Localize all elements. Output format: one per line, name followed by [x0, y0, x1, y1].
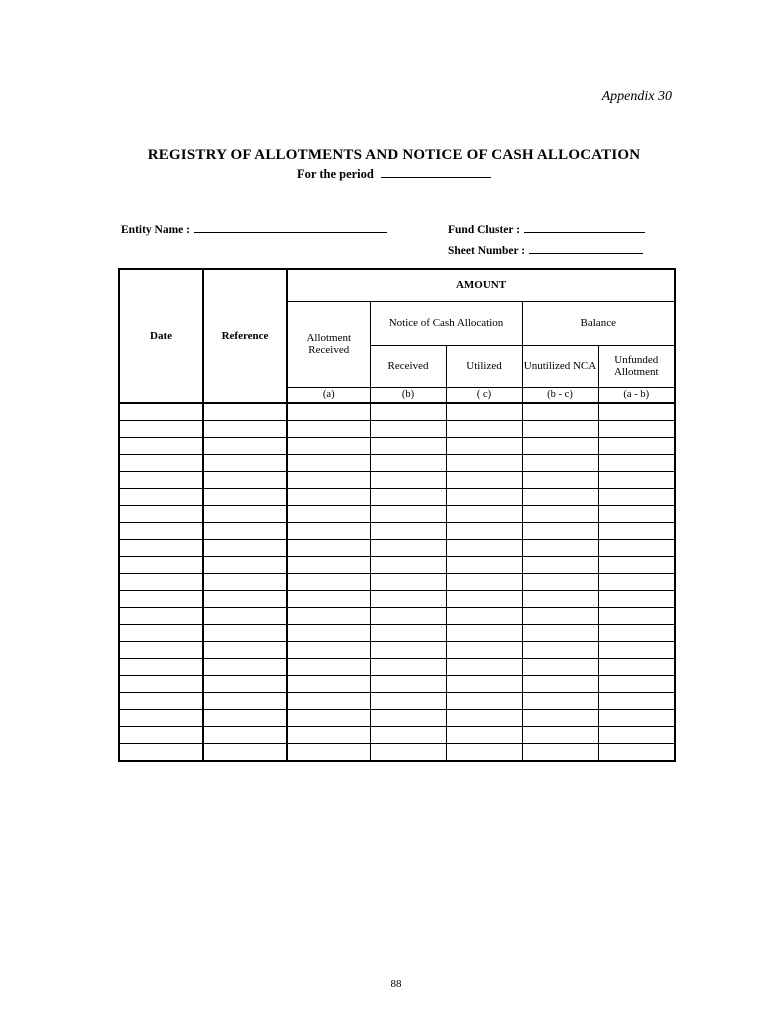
reference-cell[interactable] — [203, 523, 287, 540]
sheet-number-blank-line[interactable] — [529, 243, 643, 254]
unutilized-nca-cell[interactable] — [522, 608, 598, 625]
date-cell[interactable] — [119, 489, 203, 506]
reference-cell[interactable] — [203, 540, 287, 557]
received-cell[interactable] — [370, 744, 446, 762]
utilized-cell[interactable] — [446, 574, 522, 591]
unfunded-allotment-cell[interactable] — [598, 489, 675, 506]
reference-cell[interactable] — [203, 710, 287, 727]
unfunded-allotment-cell[interactable] — [598, 455, 675, 472]
table-row — [119, 438, 675, 455]
table-row — [119, 540, 675, 557]
received-cell[interactable] — [370, 421, 446, 438]
table-row — [119, 608, 675, 625]
unutilized-nca-cell[interactable] — [522, 727, 598, 744]
allotment-received-cell[interactable] — [287, 472, 370, 489]
received-cell[interactable] — [370, 472, 446, 489]
unfunded-allotment-cell[interactable] — [598, 676, 675, 693]
utilized-cell[interactable] — [446, 608, 522, 625]
table-row — [119, 676, 675, 693]
date-cell[interactable] — [119, 540, 203, 557]
unutilized-nca-cell[interactable] — [522, 403, 598, 421]
unfunded-allotment-cell[interactable] — [598, 608, 675, 625]
received-cell[interactable] — [370, 540, 446, 557]
allotment-received-cell[interactable] — [287, 625, 370, 642]
allotment-received-cell[interactable] — [287, 523, 370, 540]
date-cell[interactable] — [119, 676, 203, 693]
allotment-received-cell[interactable] — [287, 744, 370, 762]
table-row — [119, 744, 675, 762]
reference-header: Reference — [203, 269, 287, 403]
date-cell[interactable] — [119, 472, 203, 489]
received-cell[interactable] — [370, 455, 446, 472]
table-row — [119, 710, 675, 727]
unutilized-nca-cell[interactable] — [522, 540, 598, 557]
page-number: 88 — [390, 978, 402, 990]
unfunded-allotment-cell[interactable] — [598, 472, 675, 489]
unutilized-nca-cell[interactable] — [522, 659, 598, 676]
received-cell[interactable] — [370, 489, 446, 506]
column-code-b-minus-c: (b - c) — [522, 387, 598, 403]
unutilized-nca-cell[interactable] — [522, 591, 598, 608]
utilized-cell[interactable] — [446, 591, 522, 608]
entity-name-label: Entity Name : — [121, 224, 190, 236]
fund-cluster-field — [448, 222, 645, 236]
allotment-received-cell[interactable] — [287, 438, 370, 455]
date-header: Date — [119, 269, 203, 403]
unutilized-nca-cell[interactable] — [522, 693, 598, 710]
allotment-received-cell[interactable] — [287, 659, 370, 676]
date-cell[interactable] — [119, 438, 203, 455]
received-cell[interactable] — [370, 676, 446, 693]
utilized-cell[interactable] — [446, 489, 522, 506]
allotment-received-cell[interactable] — [287, 403, 370, 421]
utilized-cell[interactable] — [446, 693, 522, 710]
unutilized-nca-cell[interactable] — [522, 472, 598, 489]
unfunded-allotment-cell[interactable] — [598, 659, 675, 676]
allotment-received-cell[interactable] — [287, 574, 370, 591]
reference-cell[interactable] — [203, 676, 287, 693]
date-cell[interactable] — [119, 608, 203, 625]
utilized-cell[interactable] — [446, 642, 522, 659]
table-row — [119, 591, 675, 608]
unutilized-nca-cell[interactable] — [522, 676, 598, 693]
table-row — [119, 574, 675, 591]
registry-table — [118, 268, 676, 762]
date-cell[interactable] — [119, 574, 203, 591]
received-cell[interactable] — [370, 693, 446, 710]
reference-cell[interactable] — [203, 421, 287, 438]
notice-of-cash-allocation-header: Notice of Cash Allocation — [370, 301, 522, 345]
date-cell[interactable] — [119, 625, 203, 642]
entity-name-blank-line[interactable] — [194, 222, 387, 233]
utilized-cell[interactable] — [446, 523, 522, 540]
reference-cell[interactable] — [203, 591, 287, 608]
table-row — [119, 523, 675, 540]
reference-cell[interactable] — [203, 489, 287, 506]
unfunded-allotment-cell[interactable] — [598, 421, 675, 438]
unfunded-allotment-cell[interactable] — [598, 574, 675, 591]
reference-cell[interactable] — [203, 744, 287, 762]
column-code-b: (b) — [370, 387, 446, 403]
unutilized-nca-cell[interactable] — [522, 489, 598, 506]
allotment-received-cell[interactable] — [287, 710, 370, 727]
table-row — [119, 727, 675, 744]
period-blank-line[interactable] — [381, 167, 491, 178]
allotment-received-cell[interactable] — [287, 557, 370, 574]
date-cell[interactable] — [119, 710, 203, 727]
table-row — [119, 421, 675, 438]
registry-table-body — [119, 403, 675, 761]
entity-name-field — [121, 222, 387, 236]
table-row — [119, 642, 675, 659]
received-cell[interactable] — [370, 608, 446, 625]
unfunded-allotment-cell[interactable] — [598, 727, 675, 744]
allotment-received-cell[interactable] — [287, 540, 370, 557]
received-cell[interactable] — [370, 727, 446, 744]
reference-cell[interactable] — [203, 574, 287, 591]
utilized-cell[interactable] — [446, 403, 522, 421]
date-cell[interactable] — [119, 421, 203, 438]
unfunded-allotment-cell[interactable] — [598, 506, 675, 523]
utilized-cell[interactable] — [446, 625, 522, 642]
appendix-label: Appendix 30 — [601, 89, 672, 104]
utilized-cell[interactable] — [446, 506, 522, 523]
reference-cell[interactable] — [203, 625, 287, 642]
date-cell[interactable] — [119, 506, 203, 523]
period-label: For the period — [297, 167, 374, 181]
utilized-cell[interactable] — [446, 727, 522, 744]
column-code-a-minus-b: (a - b) — [598, 387, 675, 403]
table-row — [119, 455, 675, 472]
table-row — [119, 403, 675, 421]
utilized-cell[interactable] — [446, 540, 522, 557]
reference-cell[interactable] — [203, 642, 287, 659]
allotment-received-cell[interactable] — [287, 676, 370, 693]
allotment-received-cell[interactable] — [287, 642, 370, 659]
unfunded-allotment-cell[interactable] — [598, 523, 675, 540]
received-cell[interactable] — [370, 659, 446, 676]
utilized-cell[interactable] — [446, 557, 522, 574]
received-cell[interactable] — [370, 710, 446, 727]
reference-cell[interactable] — [203, 557, 287, 574]
table-row — [119, 506, 675, 523]
allotment-received-header: Allotment Received — [287, 301, 370, 387]
utilized-cell[interactable] — [446, 659, 522, 676]
received-cell[interactable] — [370, 403, 446, 421]
date-cell[interactable] — [119, 744, 203, 762]
received-cell[interactable] — [370, 574, 446, 591]
table-row — [119, 693, 675, 710]
unutilized-nca-cell[interactable] — [522, 744, 598, 762]
received-cell[interactable] — [370, 642, 446, 659]
unutilized-nca-cell[interactable] — [522, 625, 598, 642]
unutilized-nca-cell[interactable] — [522, 574, 598, 591]
utilized-cell[interactable] — [446, 421, 522, 438]
reference-cell[interactable] — [203, 727, 287, 744]
balance-header: Balance — [522, 301, 675, 345]
fund-cluster-label: Fund Cluster : — [448, 224, 520, 236]
utilized-cell[interactable] — [446, 455, 522, 472]
reference-cell[interactable] — [203, 403, 287, 421]
date-cell[interactable] — [119, 727, 203, 744]
unutilized-nca-cell[interactable] — [522, 455, 598, 472]
amount-header: AMOUNT — [287, 269, 675, 301]
column-code-a: (a) — [287, 387, 370, 403]
utilized-header: Utilized — [446, 345, 522, 387]
unfunded-allotment-cell[interactable] — [598, 557, 675, 574]
received-cell[interactable] — [370, 438, 446, 455]
unutilized-nca-cell[interactable] — [522, 523, 598, 540]
date-cell[interactable] — [119, 642, 203, 659]
date-cell[interactable] — [119, 659, 203, 676]
unfunded-allotment-header: Unfunded Allotment — [598, 345, 675, 387]
received-cell[interactable] — [370, 625, 446, 642]
reference-cell[interactable] — [203, 472, 287, 489]
column-code-c: ( c) — [446, 387, 522, 403]
reference-cell[interactable] — [203, 438, 287, 455]
received-cell[interactable] — [370, 523, 446, 540]
reference-cell[interactable] — [203, 455, 287, 472]
date-cell[interactable] — [119, 523, 203, 540]
allotment-received-cell[interactable] — [287, 727, 370, 744]
utilized-cell[interactable] — [446, 676, 522, 693]
utilized-cell[interactable] — [446, 710, 522, 727]
date-cell[interactable] — [119, 557, 203, 574]
allotment-received-cell[interactable] — [287, 608, 370, 625]
table-row — [119, 625, 675, 642]
unfunded-allotment-cell[interactable] — [598, 625, 675, 642]
reference-cell[interactable] — [203, 659, 287, 676]
period-line — [0, 167, 768, 182]
fund-cluster-blank-line[interactable] — [524, 222, 645, 233]
date-cell[interactable] — [119, 403, 203, 421]
allotment-received-cell[interactable] — [287, 489, 370, 506]
date-cell[interactable] — [119, 591, 203, 608]
utilized-cell[interactable] — [446, 472, 522, 489]
unfunded-allotment-cell[interactable] — [598, 710, 675, 727]
unfunded-allotment-cell[interactable] — [598, 693, 675, 710]
unutilized-nca-cell[interactable] — [522, 557, 598, 574]
table-row — [119, 557, 675, 574]
table-row — [119, 472, 675, 489]
allotment-received-cell[interactable] — [287, 693, 370, 710]
date-cell[interactable] — [119, 693, 203, 710]
allotment-received-cell[interactable] — [287, 455, 370, 472]
unutilized-nca-cell[interactable] — [522, 421, 598, 438]
received-cell[interactable] — [370, 557, 446, 574]
sheet-number-field — [448, 243, 643, 257]
received-cell[interactable] — [370, 591, 446, 608]
unfunded-allotment-cell[interactable] — [598, 438, 675, 455]
allotment-received-cell[interactable] — [287, 591, 370, 608]
unutilized-nca-cell[interactable] — [522, 438, 598, 455]
unfunded-allotment-cell[interactable] — [598, 642, 675, 659]
unutilized-nca-cell[interactable] — [522, 710, 598, 727]
allotment-received-cell[interactable] — [287, 506, 370, 523]
unutilized-nca-header: Unutilized NCA — [522, 345, 598, 387]
document-title: REGISTRY OF ALLOTMENTS AND NOTICE OF CASH ALLOCATION — [147, 147, 641, 163]
reference-cell[interactable] — [203, 608, 287, 625]
table-row — [119, 489, 675, 506]
unutilized-nca-cell[interactable] — [522, 642, 598, 659]
received-cell[interactable] — [370, 506, 446, 523]
sheet-number-label: Sheet Number : — [448, 245, 526, 257]
allotment-received-cell[interactable] — [287, 421, 370, 438]
table-row — [119, 659, 675, 676]
reference-cell[interactable] — [203, 506, 287, 523]
unfunded-allotment-cell[interactable] — [598, 744, 675, 762]
date-cell[interactable] — [119, 455, 203, 472]
utilized-cell[interactable] — [446, 438, 522, 455]
received-header: Received — [370, 345, 446, 387]
unfunded-allotment-cell[interactable] — [598, 591, 675, 608]
utilized-cell[interactable] — [446, 744, 522, 762]
reference-cell[interactable] — [203, 693, 287, 710]
unutilized-nca-cell[interactable] — [522, 506, 598, 523]
unfunded-allotment-cell[interactable] — [598, 403, 675, 421]
unfunded-allotment-cell[interactable] — [598, 540, 675, 557]
